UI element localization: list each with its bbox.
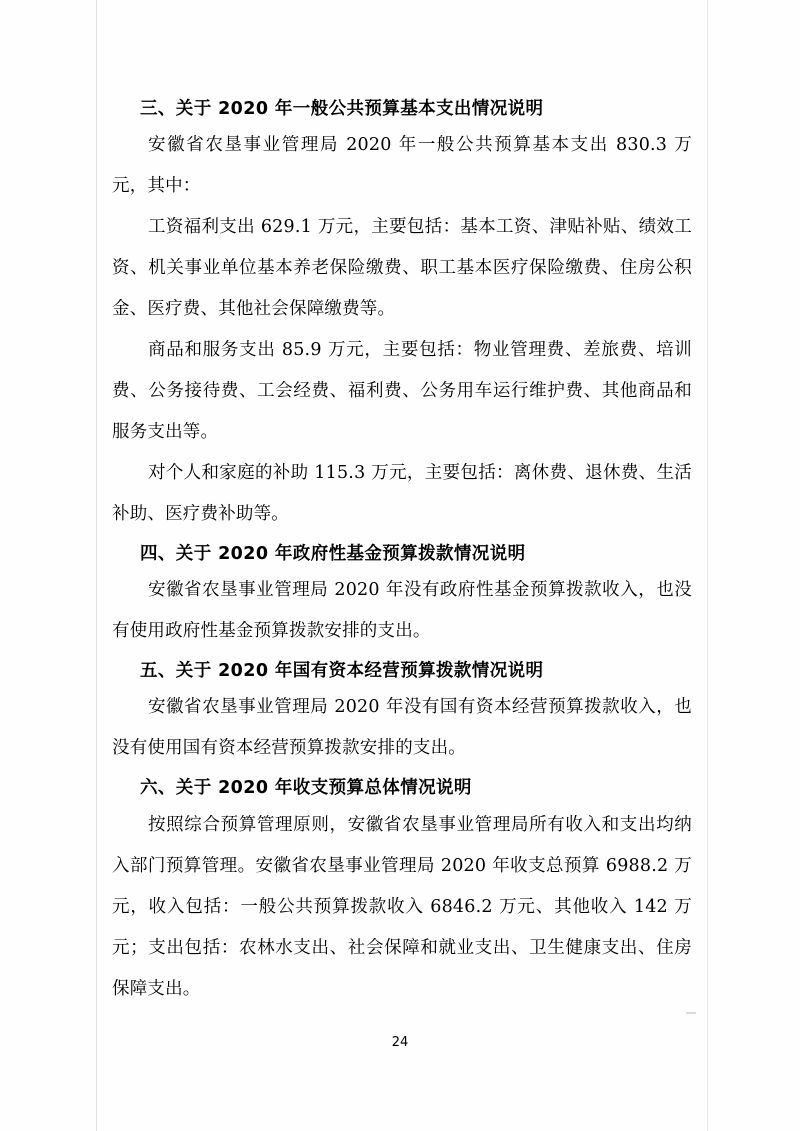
page-number: 24	[391, 1035, 409, 1050]
section-three	[112, 96, 692, 535]
section-heading: 六、关于 2020 年收支预算总体情况说明	[140, 778, 472, 799]
document-body	[112, 96, 692, 1010]
paragraph: 商品和服务支出 85.9 万元，主要包括：物业管理费、差旅费、培训费、公务接待费、工会经费、福利费、公务用车运行维护费、其他商品和服务支出等。	[112, 340, 692, 443]
page-edge-right	[707, 0, 708, 1131]
paragraph: 工资福利支出 629.1 万元，主要包括：基本工资、津贴补贴、绩效工资、机关事业单位基本养老保险缴费、职工基本医疗保险缴费、住房公积金、医疗费、其他社会保障缴费等。	[112, 217, 692, 320]
scan-artifact	[686, 1012, 696, 1014]
section-heading: 五、关于 2020 年国有资本经营预算拨款情况说明	[140, 661, 544, 682]
page-edge-left	[96, 0, 97, 1131]
paragraph: 对个人和家庭的补助 115.3 万元，主要包括：离休费、退休费、生活补助、医疗费补助等。	[112, 463, 692, 525]
section-heading: 四、关于 2020 年政府性基金预算拨款情况说明	[140, 544, 526, 565]
paragraph: 按照综合预算管理原则，安徽省农垦事业管理局所有收入和支出均纳入部门预算管理。安徽省农垦事业管理局 2020 年收支总预算 6988.2 万元，收入包括：一般公共预算拨款收入 6846.2 万元、其他收入 142 万元；支出包括：农林水支出、社会保障和就业支出、卫生健康支出、住房保障支出。	[112, 814, 692, 999]
paragraph: 安徽省农垦事业管理局 2020 年一般公共预算基本支出 830.3 万元，其中：	[112, 135, 692, 197]
paragraph: 安徽省农垦事业管理局 2020 年没有政府性基金预算拨款收入，也没有使用政府性基金预算拨款安排的支出。	[112, 580, 692, 642]
section-six	[112, 775, 692, 1009]
section-four	[112, 541, 692, 652]
section-heading: 三、关于 2020 年一般公共预算基本支出情况说明	[140, 99, 544, 119]
paragraph: 安徽省农垦事业管理局 2020 年没有国有资本经营预算拨款收入，也没有使用国有资本经营预算拨款安排的支出。	[112, 697, 692, 759]
section-five	[112, 658, 692, 769]
